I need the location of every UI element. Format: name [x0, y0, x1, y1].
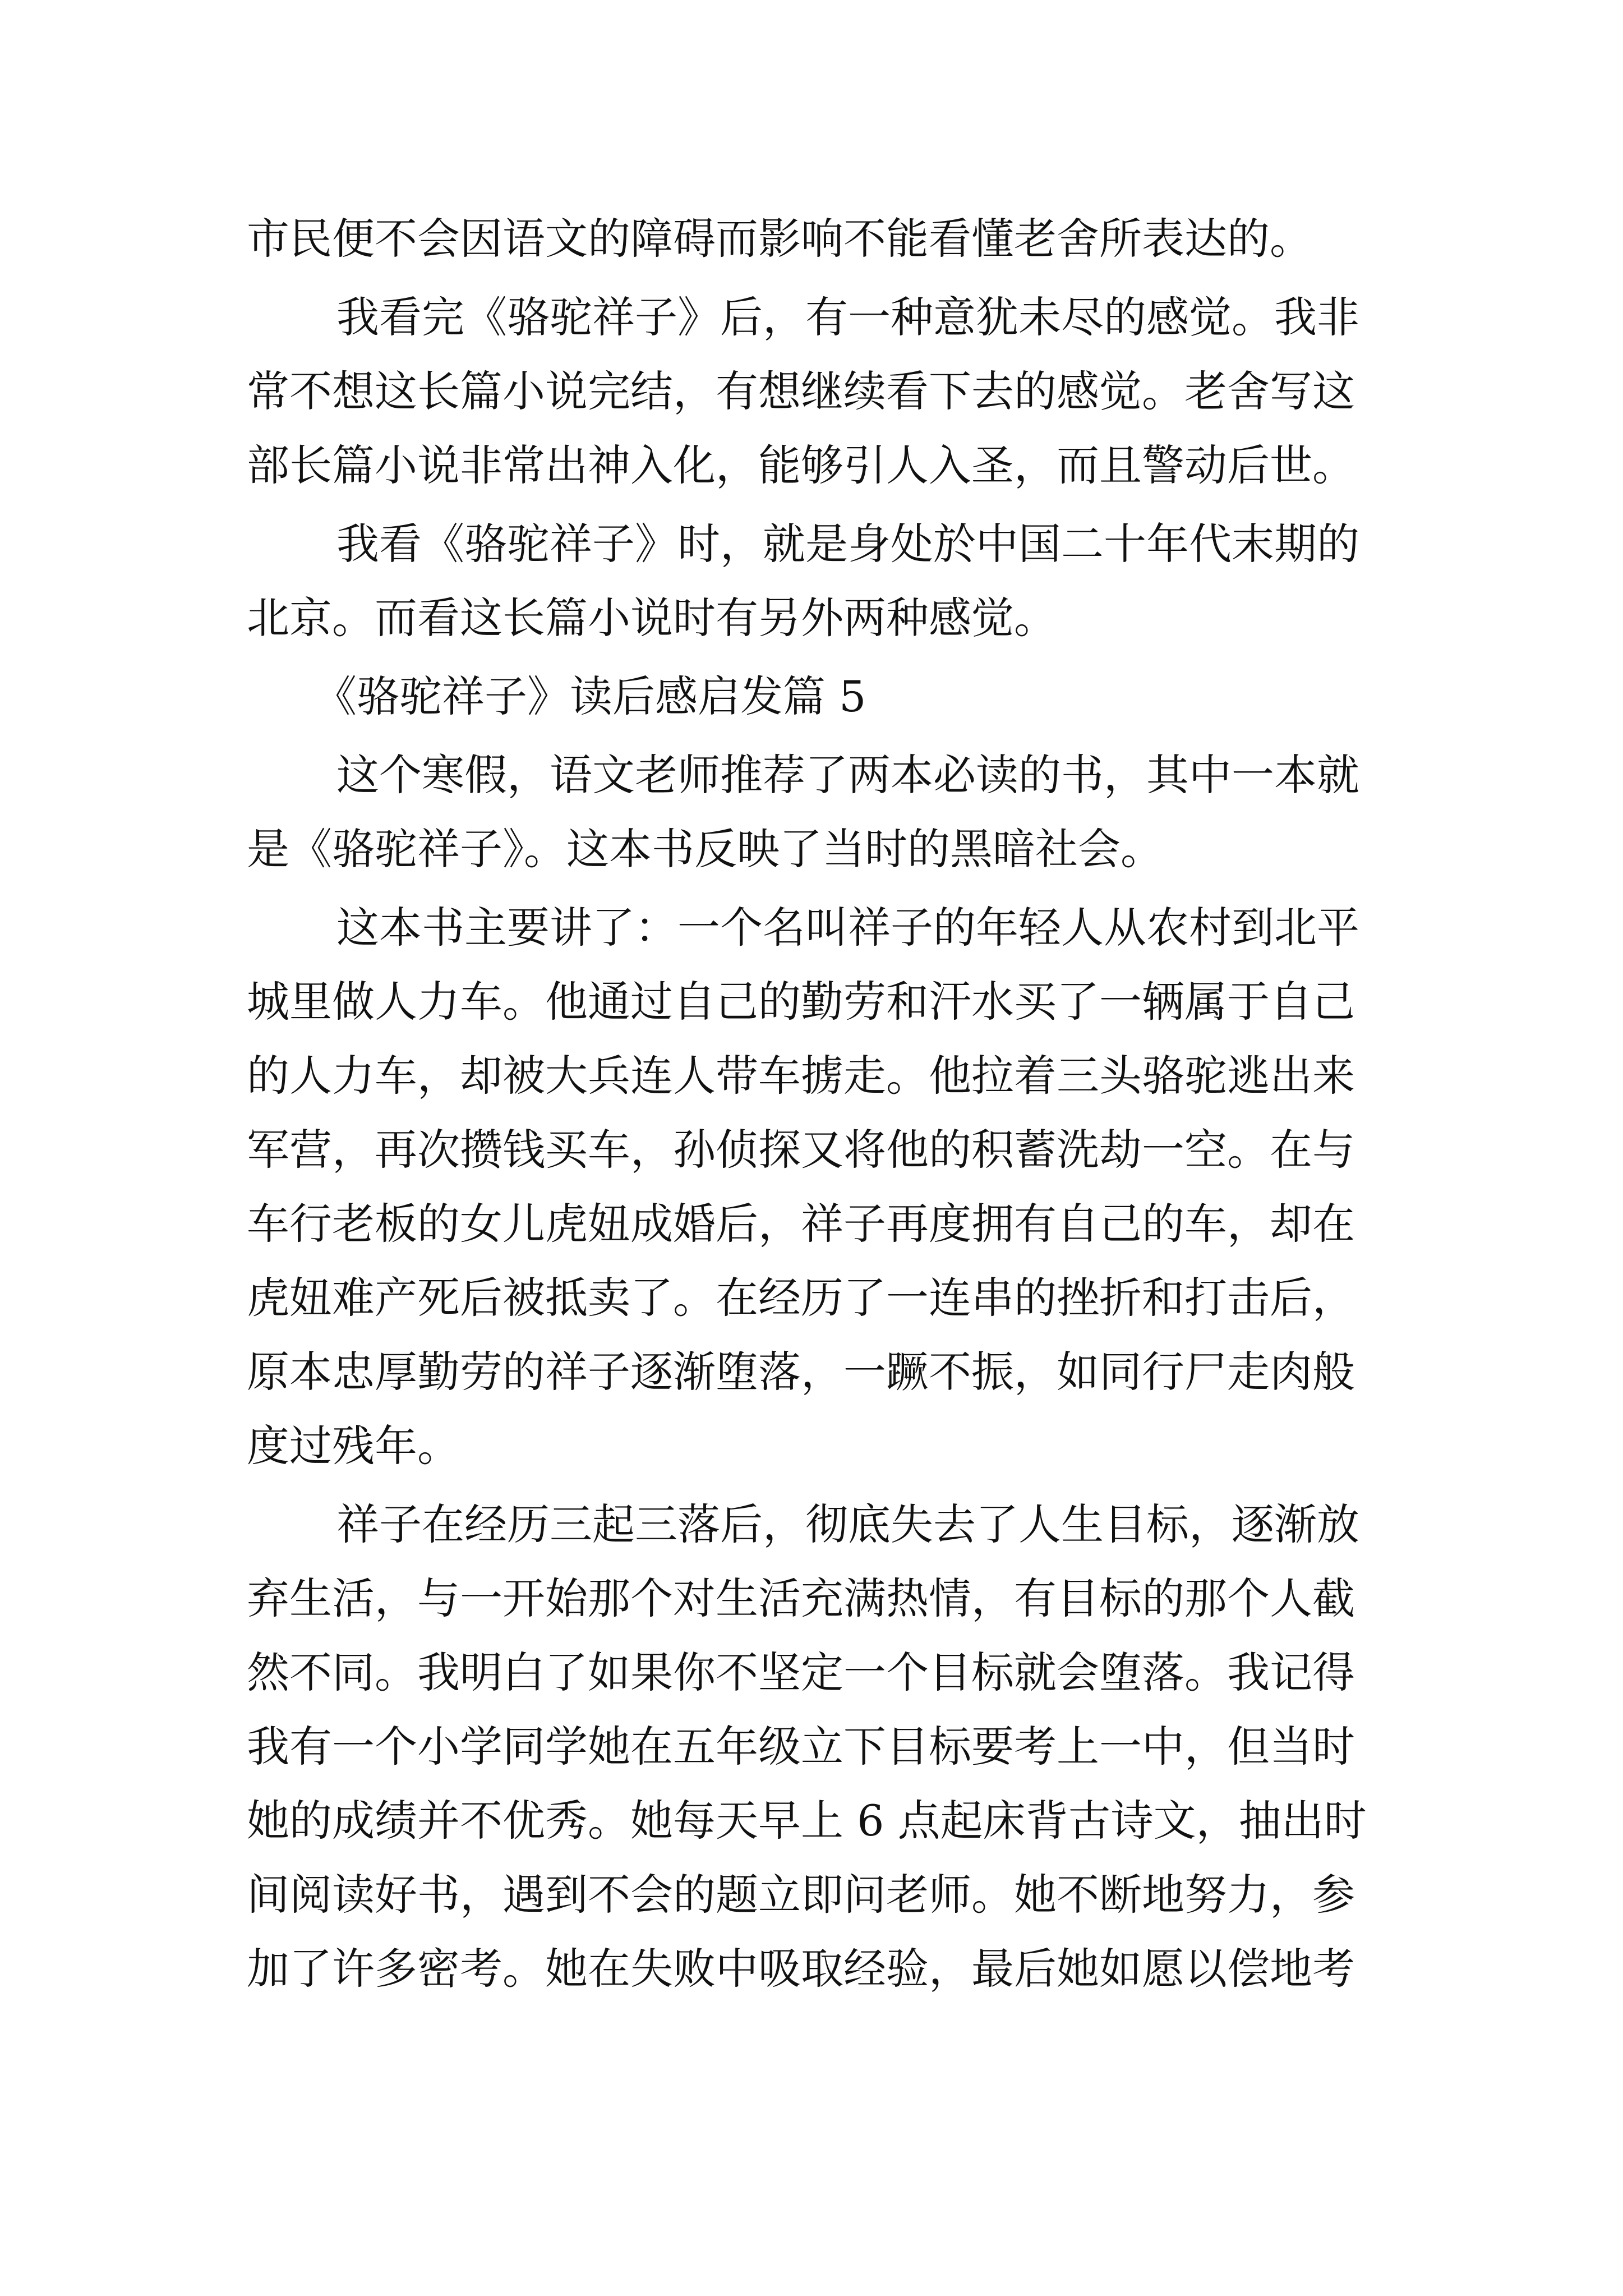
paragraph-start-line: 我看完《骆驼祥子》后，有一种意犹未尽的感觉。我非	[336, 292, 1359, 342]
text-line: 间阅读好书，遇到不会的题立即问老师。她不断地努力，参	[247, 1870, 1355, 1920]
text-line: 的人力车，却被大兵连人带车掳走。他拉着三头骆驼逃出来	[247, 1051, 1355, 1101]
text-line: 市民便不会因语文的障碍而影响不能看懂老舍所表达的。	[247, 214, 1312, 264]
text-line: 车行老板的女儿虎妞成婚后，祥子再度拥有自己的车，却在	[247, 1199, 1355, 1249]
text-line: 我有一个小学同学她在五年级立下目标要考上一中，但当时	[247, 1722, 1355, 1772]
paragraph-start-line: 这个寒假，语文老师推荐了两本必读的书，其中一本就	[336, 750, 1359, 800]
text-line: 军营，再次攒钱买车，孙侦探又将他的积蓄洗劫一空。在与	[247, 1125, 1355, 1175]
text-line: 虎妞难产死后被抵卖了。在经历了一连串的挫折和打击后，	[247, 1273, 1355, 1323]
paragraph-start-line: 这本书主要讲了：一个名叫祥子的年轻人从农村到北平	[336, 903, 1359, 953]
text-line: 原本忠厚勤劳的祥子逐渐堕落，一蹶不振，如同行尸走肉般	[247, 1347, 1355, 1397]
text-line: 然不同。我明白了如果你不坚定一个目标就会堕落。我记得	[247, 1648, 1355, 1697]
paragraph-start-line: 祥子在经历三起三落后，彻底失去了人生目标，逐渐放	[336, 1499, 1359, 1549]
text-line: 部长篇小说非常出神入化，能够引人入圣，而且警动后世。	[247, 440, 1355, 490]
text-line: 是《骆驼祥子》。这本书反映了当时的黑暗社会。	[247, 824, 1163, 874]
text-line: 城里做人力车。他通过自己的勤劳和汗水买了一辆属于自己	[247, 977, 1355, 1027]
section-heading: 《骆驼祥子》读后感启发篇 5	[314, 671, 866, 721]
text-line: 度过残年。	[247, 1421, 460, 1471]
paragraph-start-line: 我看《骆驼祥子》时，就是身处於中国二十年代末期的	[336, 519, 1359, 569]
text-line: 她的成绩并不优秀。她每天早上 6 点起床背古诗文，抽出时	[247, 1796, 1367, 1846]
text-line: 弃生活，与一开始那个对生活充满热情，有目标的那个人截	[247, 1573, 1355, 1623]
text-line: 北京。而看这长篇小说时有另外两种感觉。	[247, 593, 1057, 643]
text-line: 加了许多密考。她在失败中吸取经验，最后她如愿以偿地考	[247, 1944, 1355, 1994]
text-line: 常不想这长篇小说完结，有想继续看下去的感觉。老舍写这	[247, 366, 1355, 416]
